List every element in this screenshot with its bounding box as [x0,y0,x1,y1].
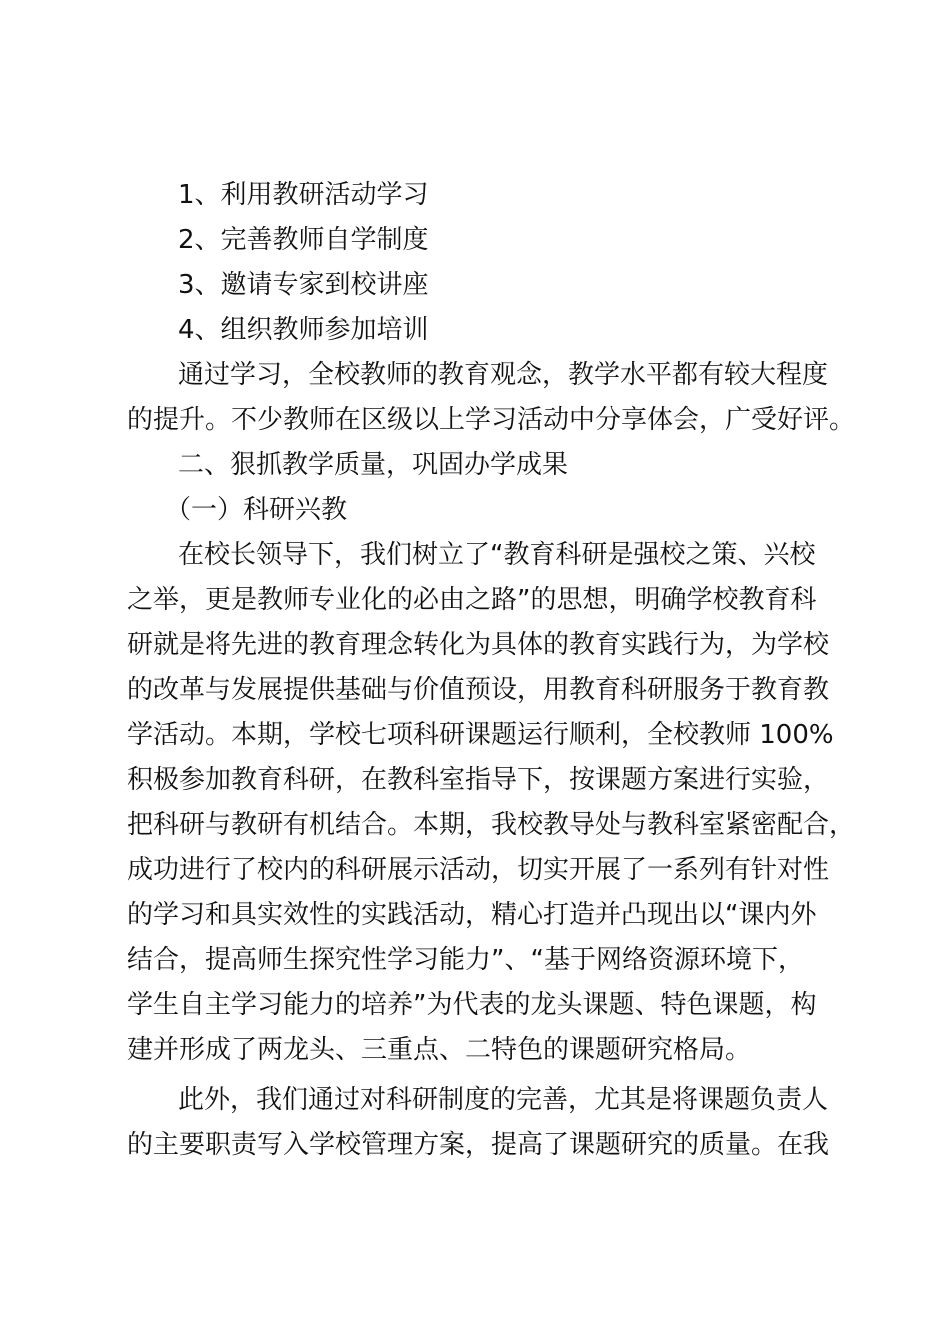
paragraph-line: 的学习和具实效性的实践活动，精心打造并凸现出以“课内外 [127,900,817,930]
paragraph-line: 此外，我们通过对科研制度的完善，尤其是将课题负责人 [178,1085,829,1115]
paragraph-line: 之举，更是教师专业化的必由之路”的思想，明确学校教育科 [127,585,817,615]
list-item-3: 3、邀请专家到校讲座 [178,270,429,300]
list-item-2: 2、完善教师自学制度 [178,225,429,255]
section-heading: 二、狠抓教学质量，巩固办学成果 [178,450,569,480]
paragraph-line: 的改革与发展提供基础与价值预设，用教育科研服务于教育教 [127,675,830,705]
paragraph-line: 把科研与教研有机结合。本期，我校教导处与教科室紧密配合， [127,810,856,840]
paragraph-line: 研就是将先进的教育理念转化为具体的教育实践行为，为学校 [127,630,830,660]
paragraph-line: 学活动。本期，学校七项科研课题运行顺利，全校教师 100% [127,720,834,750]
paragraph-line: 积极参加教育科研，在教科室指导下，按课题方案进行实验， [127,765,830,795]
paragraph-line: 学生自主学习能力的培养”为代表的龙头课题、特色课题，构 [127,990,817,1020]
subsection-heading: （一）科研兴教 [165,495,348,525]
paragraph-line: 的主要职责写入学校管理方案，提高了课题研究的质量。在我 [127,1130,830,1160]
paragraph-line: 通过学习，全校教师的教育观念，教学水平都有较大程度 [178,360,829,390]
list-item-1: 1、利用教研活动学习 [178,180,429,210]
list-item-4: 4、组织教师参加培训 [178,315,429,345]
paragraph-line: 结合，提高师生探究性学习能力”、“基于网络资源环境下， [127,945,804,975]
paragraph-line: 在校长领导下，我们树立了“教育科研是强校之策、兴校 [178,540,816,570]
paragraph-line: 的提升。不少教师在区级以上学习活动中分享体会，广受好评。 [127,405,856,435]
paragraph-line: 建并形成了两龙头、三重点、二特色的课题研究格局。 [127,1035,752,1065]
paragraph-line: 成功进行了校内的科研展示活动，切实开展了一系列有针对性 [127,855,830,885]
